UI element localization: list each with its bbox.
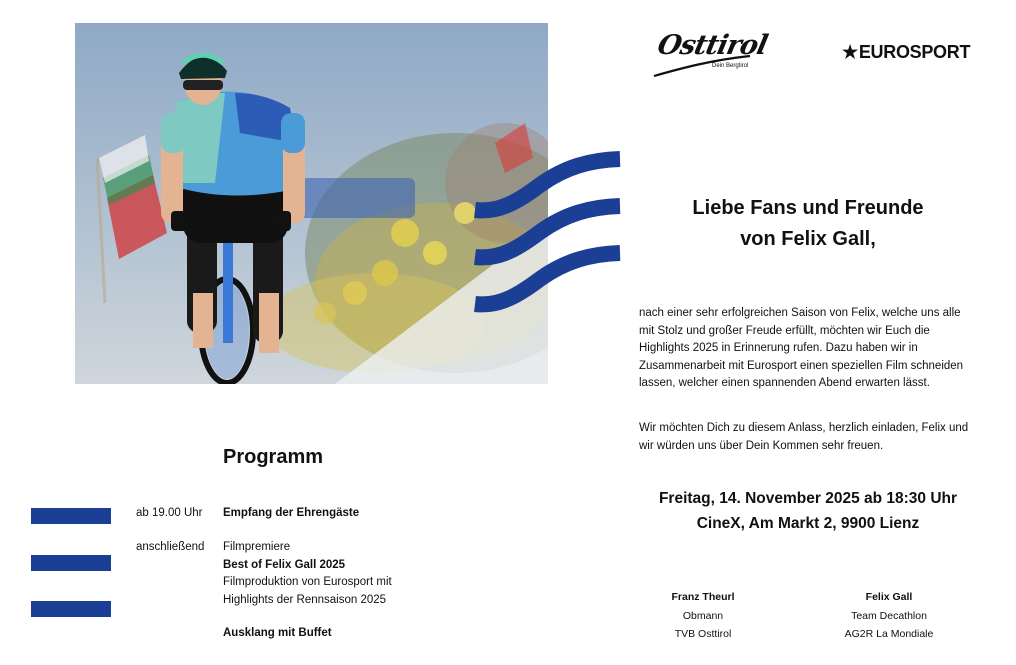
star-icon: ★	[842, 42, 858, 62]
program-item-desc: Filmproduktion von Eurosport mit	[223, 576, 392, 588]
event-details	[638, 486, 978, 536]
program-time: ab 19.00 Uhr	[136, 507, 203, 519]
signature-block	[633, 588, 773, 644]
greeting-line-2: von Felix Gall,	[740, 228, 876, 250]
program-item-pre: Filmpremiere	[223, 541, 291, 553]
program-item-title: Empfang der Ehrengäste	[223, 507, 360, 519]
signature-org: AG2R La Mondiale	[844, 628, 934, 640]
program-item-desc: Highlights der Rennsaison 2025	[223, 593, 387, 606]
program-time: anschließend	[136, 541, 205, 553]
osttirol-logo	[652, 30, 770, 80]
signature-role: Obmann	[682, 609, 724, 622]
signature-block	[819, 588, 959, 644]
stripe-bar	[31, 601, 111, 617]
eurosport-wordmark: EUROSPORT	[858, 42, 971, 62]
program-item-title: Ausklang mit Buffet	[223, 627, 332, 639]
signature-name: Franz Theurl	[671, 591, 735, 603]
wave-stripes-graphic	[470, 145, 630, 320]
greeting-line-1: Liebe Fans und Freunde	[692, 197, 924, 219]
osttirol-wordmark: Osttirol	[654, 30, 770, 61]
program-item-title: Best of Felix Gall 2025	[223, 558, 346, 571]
invitation-paragraph: Wir möchten Dich zu diesem Anlass, herzlich einladen, Felix und wir würden uns über Dein Kommen sehr freuen.	[639, 422, 969, 452]
event-venue: CineX, Am Markt 2, 9900 Lienz	[696, 515, 920, 532]
stripe-bar	[31, 555, 111, 571]
signature-role: Team Decathlon	[851, 609, 927, 622]
signature-org: TVB Osttirol	[674, 628, 732, 640]
intro-paragraph: nach einer sehr erfolgreichen Saison von Felix, welche uns alle mit Stolz und großer Freude erfüllt, möchten wir Euch die Highlights 2025 in Erinnerung rufen. Dazu haben wir in Zusammenarbeit mit Eurosport einen speziellen Film schneiden lassen, welcher einen spannenden Abend erwarten lässt.	[639, 307, 964, 389]
program-title: Programm	[223, 446, 324, 468]
program-item	[223, 539, 392, 609]
osttirol-tagline: Dein Bergtirol	[712, 63, 749, 69]
greeting-heading	[638, 193, 978, 255]
signature-name: Felix Gall	[865, 591, 913, 603]
stripe-bar	[31, 508, 111, 524]
eurosport-logo	[842, 42, 970, 63]
event-date: Freitag, 14. November 2025 ab 18:30 Uhr	[658, 490, 958, 507]
